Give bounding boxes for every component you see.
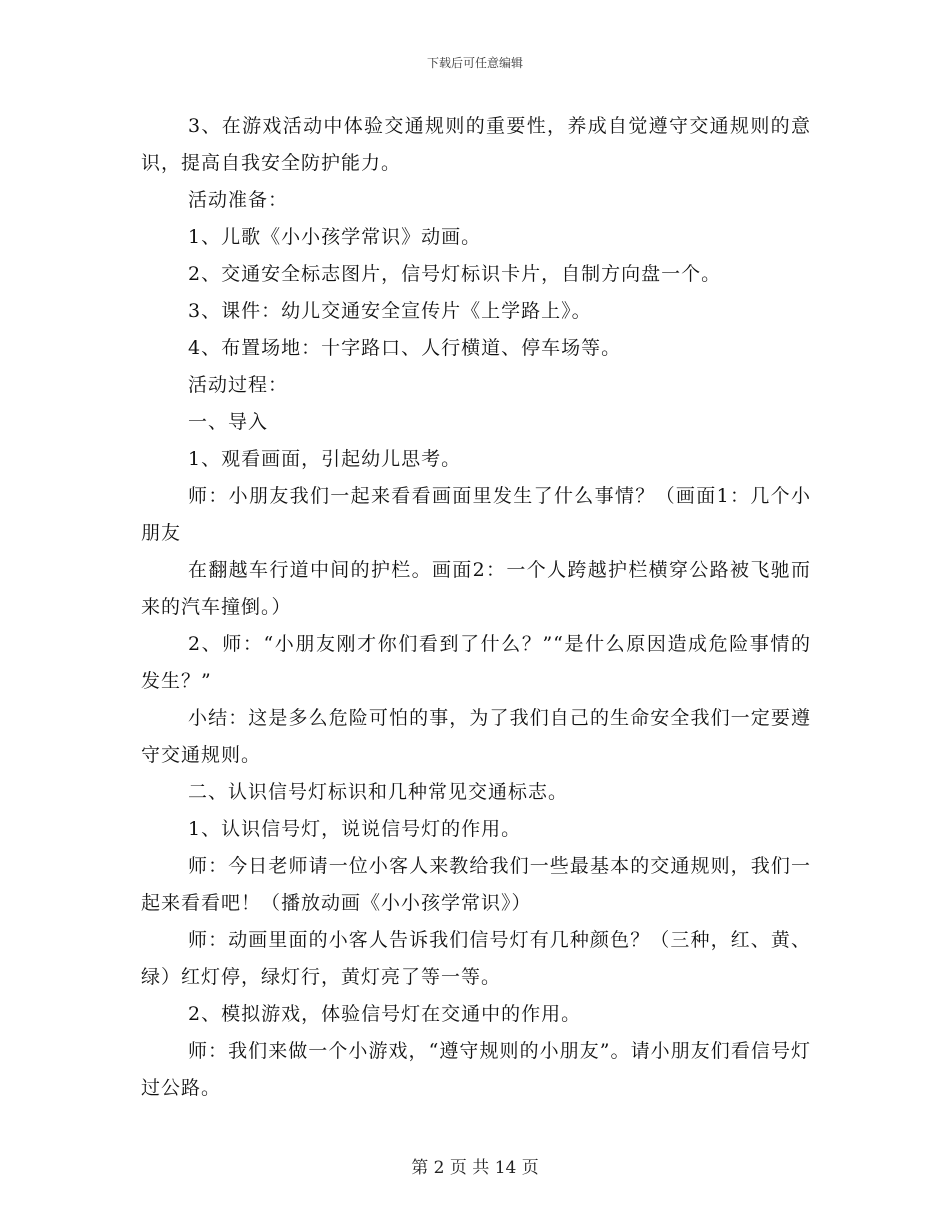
list-item: 1、儿歌《小小孩学常识》动画。 [188,226,482,248]
paragraph: 3、在游戏活动中体验交通规则的重要性，养成自觉遵守交通规则的意识，提高自我安全防护能力。 [141,115,811,174]
paragraph: 师：我们来做一个小游戏，“遵守规则的小朋友”。请小朋友们看信号灯过公路。 [141,1040,811,1099]
section-heading: 活动过程： [188,374,289,396]
section-heading: 活动准备： [188,189,289,211]
paragraph: 在翻越车行道中间的护栏。画面2：一个人跨越护栏横穿公路被飞驰而来的汽车撞倒。） [141,559,811,618]
subsection-heading: 二、认识信号灯标识和几种常见交通标志。 [188,781,569,803]
paragraph: 小结：这是多么危险可怕的事，为了我们自己的生命安全我们一定要遵守交通规则。 [141,707,811,766]
list-item: 1、观看画面，引起幼儿思考。 [188,448,462,470]
page-footer: 第 2 页 共 14 页 [411,1158,539,1178]
paragraph: 师：今日老师请一位小客人来教给我们一些最基本的交通规则，我们一起来看看吧！（播放动画《小小孩学常识》） [141,855,811,914]
list-item: 1、认识信号灯，说说信号灯的作用。 [188,818,522,840]
list-item: 2、交通安全标志图片，信号灯标识卡片，自制方向盘一个。 [188,263,722,285]
paragraph: 师：小朋友我们一起来看看画面里发生了什么事情？（画面1：几个小朋友 [141,485,811,544]
subsection-heading: 一、导入 [188,411,269,433]
list-item: 3、课件：幼儿交通安全宣传片《上学路上》。 [188,300,592,322]
paragraph: 2、师：“小朋友刚才你们看到了什么？”“是什么原因造成危险事情的发生？” [141,633,811,692]
document-body [141,108,811,1107]
page-header: 下载后可任意编辑 [426,56,523,70]
list-item: 2、模拟游戏，体验信号灯在交通中的作用。 [188,1003,582,1025]
paragraph: 师：动画里面的小客人告诉我们信号灯有几种颜色？（三种，红、黄、绿）红灯停，绿灯行，黄灯亮了等一等。 [141,929,811,988]
list-item: 4、布置场地：十字路口、人行横道、停车场等。 [188,337,622,359]
